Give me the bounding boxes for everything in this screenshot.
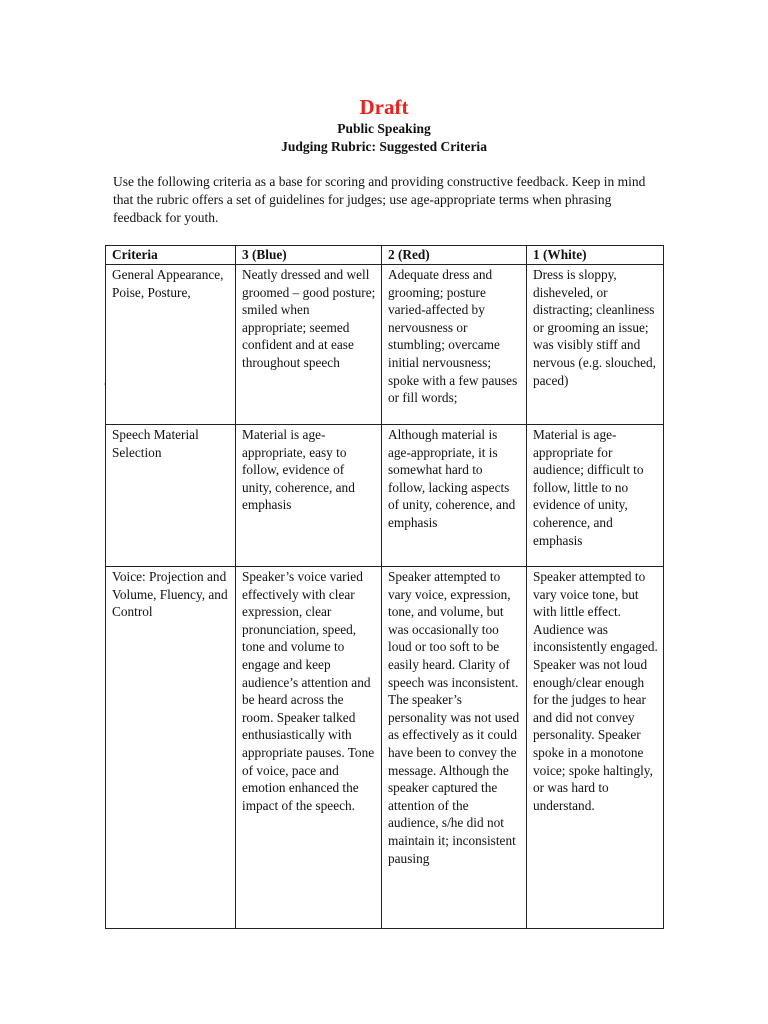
header-white: 1 (White) — [527, 246, 664, 265]
red-cell: Speaker attempted to vary voice, expression, tone, and volume, but was occasionally too loud or too soft to be easily heard. Clarity of speech was inconsistent. The speaker’s personality was not used as effectively as it could have been to convey the message. Although the speaker captured the attention of the audience, s/he did not maintain it; inconsistent pausing — [382, 567, 527, 929]
table-row — [106, 265, 664, 425]
document-subtitle: Judging Rubric: Suggested Criteria — [281, 139, 487, 154]
blue-cell: Neatly dressed and well groomed – good posture; smiled when appropriate; seemed confident and at ease throughout speech — [236, 265, 382, 425]
table-row — [106, 425, 664, 567]
blue-cell: Speaker’s voice varied effectively with clear expression, clear pronunciation, speed, tone and volume to engage and keep audience’s attention and be heard across the room. Speaker talked enthusiastically with appropriate pauses. Tone of voice, pace and emotion enhanced the impact of the speech. — [236, 567, 382, 929]
document-title: Public Speaking — [337, 121, 431, 136]
header-red: 2 (Red) — [382, 246, 527, 265]
criteria-cell: Speech Material Selection — [106, 425, 236, 567]
table-header-row — [106, 246, 664, 265]
white-cell: Material is age-appropriate for audience; difficult to follow, little to no evidence of unity, coherence, and emphasis — [527, 425, 664, 567]
criteria-cell: General Appearance, Poise, Posture, — [106, 265, 236, 425]
intro-paragraph: Use the following criteria as a base for scoring and providing constructive feedback. Keep in mind that the rubric offers a set of guidelines for judges; use age-appropriate terms when phrasing feedback for youth. — [113, 174, 646, 226]
white-cell: Speaker attempted to vary voice tone, but with little effect. Audience was inconsistently engaged. Speaker was not loud enough/clear enough for the judges to hear and did not convey personality. Speaker spoke in a monotone voice; spoke haltingly, or was hard to understand. — [527, 567, 664, 929]
rubric-table — [105, 245, 664, 929]
white-cell: Dress is sloppy, disheveled, or distracting; cleanliness or grooming an issue; was visibly stiff and nervous (e.g. slouched, paced) — [527, 265, 664, 425]
header-blue: 3 (Blue) — [236, 246, 382, 265]
draft-label: Draft — [359, 95, 409, 119]
table-row — [106, 567, 664, 929]
red-cell: Adequate dress and grooming; posture varied-affected by nervousness or stumbling; overcame initial nervousness; spoke with a few pauses or fill words; — [382, 265, 527, 425]
blue-cell: Material is age-appropriate, easy to follow, evidence of unity, coherence, and emphasis — [236, 425, 382, 567]
header-criteria: Criteria — [106, 246, 236, 265]
stray-mark: · — [103, 380, 106, 389]
criteria-cell: Voice: Projection and Volume, Fluency, and Control — [106, 567, 236, 929]
red-cell: Although material is age-appropriate, it is somewhat hard to follow, lacking aspects of unity, coherence, and emphasis — [382, 425, 527, 567]
